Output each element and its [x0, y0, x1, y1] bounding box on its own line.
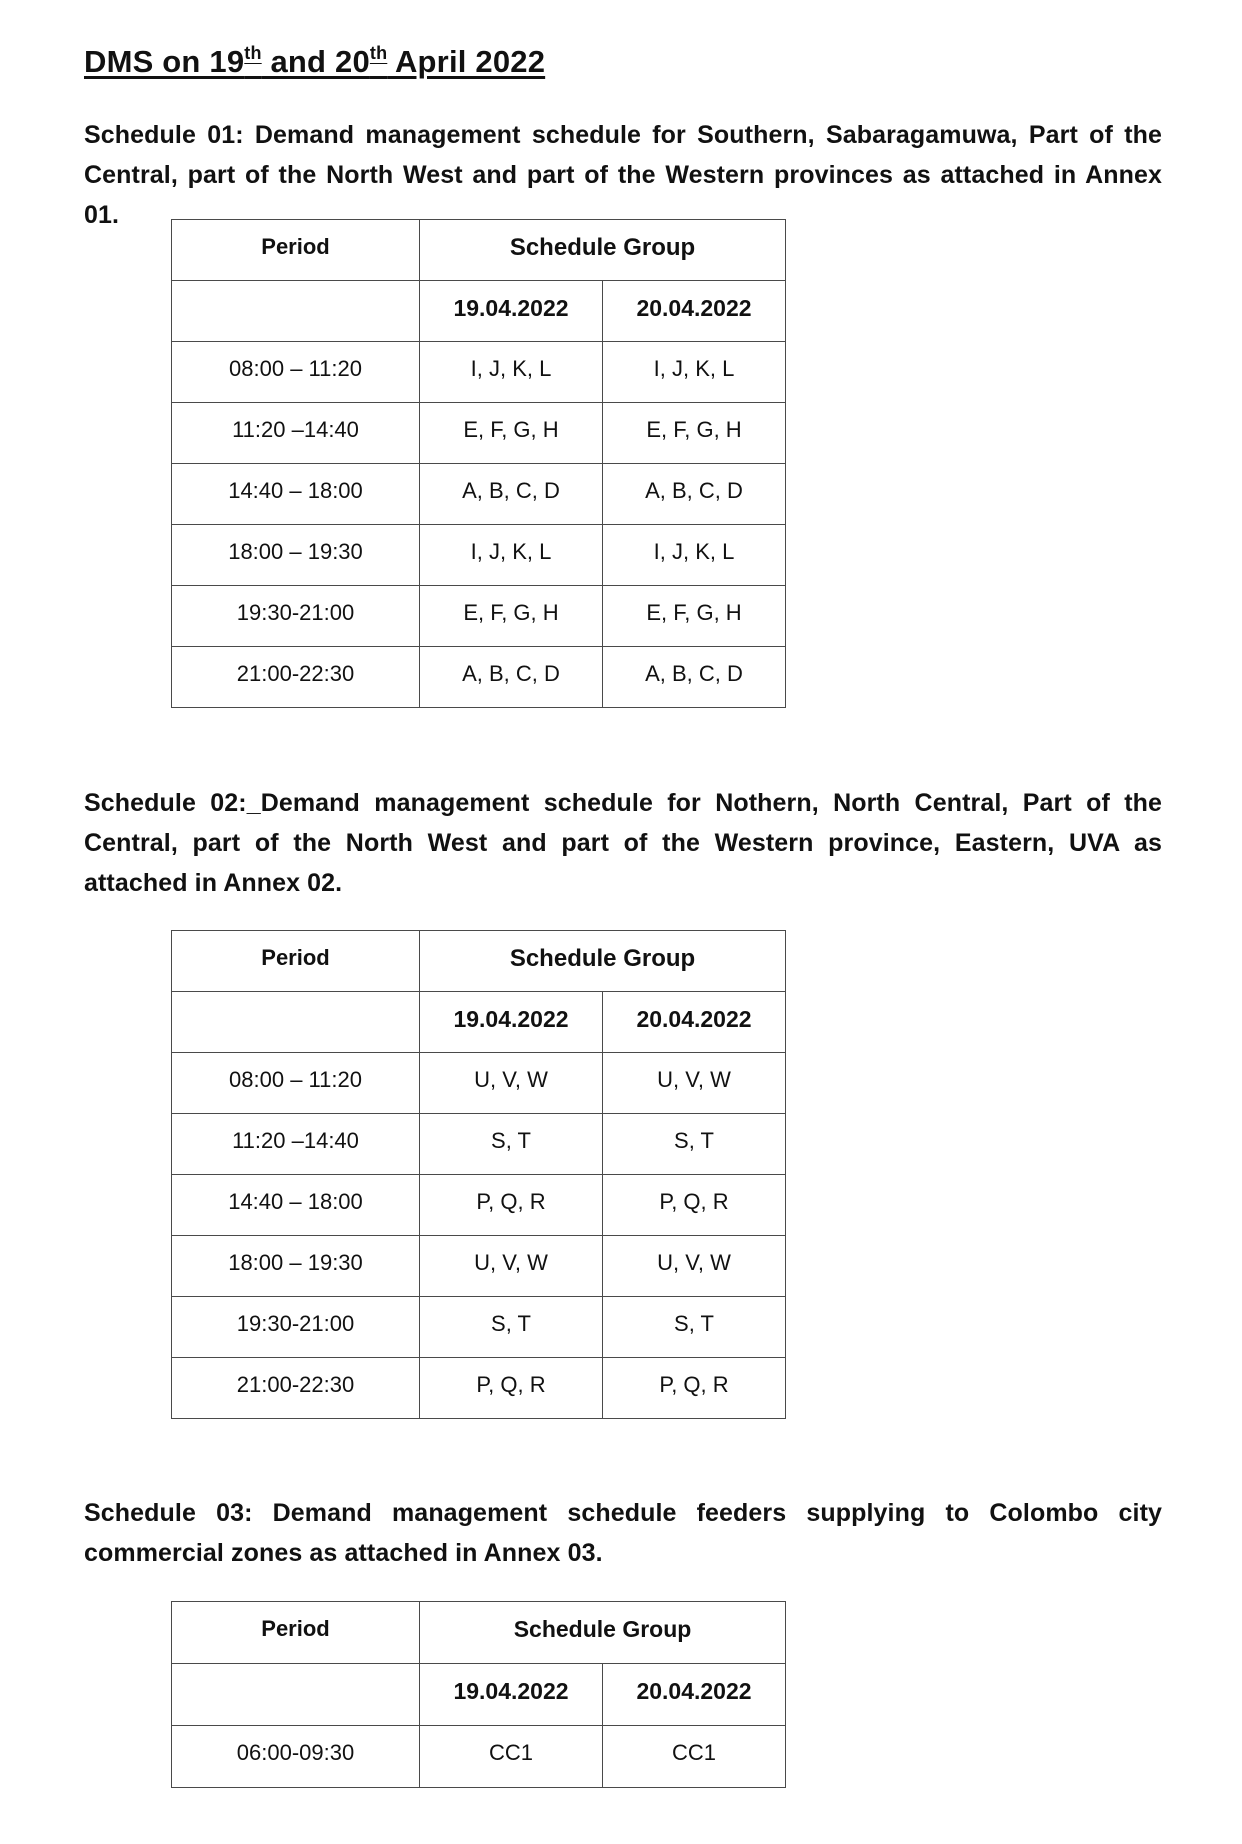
period-cell: 19:30-21:00: [172, 586, 420, 647]
table-header-row: [172, 220, 786, 281]
schedule-group-header: Schedule Group: [420, 1602, 786, 1664]
period-cell: 11:20 –14:40: [172, 403, 420, 464]
empty-cell: [172, 992, 420, 1053]
title-text-part: DMS on 19: [84, 44, 245, 79]
group-cell: A, B, C, D: [420, 647, 603, 708]
period-header: Period: [172, 220, 420, 281]
group-cell: P, Q, R: [420, 1358, 603, 1419]
table-row: [172, 1297, 786, 1358]
table-row: [172, 586, 786, 647]
group-cell: U, V, W: [603, 1053, 786, 1114]
period-cell: 06:00-09:30: [172, 1726, 420, 1788]
table-header-row: [172, 1602, 786, 1664]
table-row: [172, 403, 786, 464]
date-header-19: 19.04.2022: [420, 281, 603, 342]
table-row: [172, 525, 786, 586]
table-row: [172, 1053, 786, 1114]
date-header-20: 20.04.2022: [603, 281, 786, 342]
title-text-part: April 2022: [387, 44, 546, 79]
title-superscript: th: [244, 42, 262, 63]
group-cell: I, J, K, L: [603, 525, 786, 586]
date-header-19: 19.04.2022: [420, 1664, 603, 1726]
group-cell: I, J, K, L: [420, 342, 603, 403]
table-date-row: [172, 992, 786, 1053]
period-header: Period: [172, 1602, 420, 1664]
group-cell: CC1: [603, 1726, 786, 1788]
group-cell: U, V, W: [420, 1236, 603, 1297]
schedule-03-table: [171, 1601, 786, 1788]
schedule-02-table: [171, 930, 786, 1419]
title-text-part: and 20: [261, 44, 370, 79]
group-cell: S, T: [603, 1297, 786, 1358]
group-cell: I, J, K, L: [603, 342, 786, 403]
table-row: [172, 1114, 786, 1175]
group-cell: P, Q, R: [603, 1175, 786, 1236]
group-cell: CC1: [420, 1726, 603, 1788]
schedule-03-heading: Schedule 03: Demand management schedule feeders supplying to Colombo city commercial zones as attached in Annex 03.: [84, 1499, 1162, 1567]
table-row: [172, 1236, 786, 1297]
period-cell: 14:40 – 18:00: [172, 1175, 420, 1236]
date-header-20: 20.04.2022: [603, 1664, 786, 1726]
period-cell: 18:00 – 19:30: [172, 1236, 420, 1297]
table-date-row: [172, 281, 786, 342]
page-title: [84, 44, 545, 80]
group-cell: A, B, C, D: [603, 647, 786, 708]
schedule-group-header: Schedule Group: [420, 931, 786, 992]
schedule-group-header: Schedule Group: [420, 220, 786, 281]
period-cell: 11:20 –14:40: [172, 1114, 420, 1175]
group-cell: U, V, W: [603, 1236, 786, 1297]
table-header-row: [172, 931, 786, 992]
period-cell: 08:00 – 11:20: [172, 342, 420, 403]
table-row: [172, 647, 786, 708]
schedule-01-table: [171, 219, 786, 708]
group-cell: U, V, W: [420, 1053, 603, 1114]
table-date-row: [172, 1664, 786, 1726]
period-header: Period: [172, 931, 420, 992]
date-header-20: 20.04.2022: [603, 992, 786, 1053]
title-superscript: th: [369, 42, 388, 63]
group-cell: P, Q, R: [603, 1358, 786, 1419]
period-cell: 14:40 – 18:00: [172, 464, 420, 525]
group-cell: A, B, C, D: [603, 464, 786, 525]
period-cell: 19:30-21:00: [172, 1297, 420, 1358]
group-cell: S, T: [603, 1114, 786, 1175]
table-row: [172, 1175, 786, 1236]
table-row: [172, 342, 786, 403]
schedule-02-heading: Schedule 02:_Demand management schedule for Nothern, North Central, Part of the Central, part of the North West and part of the Western province, Eastern, UVA as attached in Annex 02.: [84, 789, 1162, 897]
date-header-19: 19.04.2022: [420, 992, 603, 1053]
period-cell: 21:00-22:30: [172, 647, 420, 708]
table-row: [172, 1358, 786, 1419]
group-cell: S, T: [420, 1114, 603, 1175]
period-cell: 08:00 – 11:20: [172, 1053, 420, 1114]
group-cell: E, F, G, H: [420, 586, 603, 647]
group-cell: S, T: [420, 1297, 603, 1358]
table-row: [172, 464, 786, 525]
empty-cell: [172, 281, 420, 342]
schedule-01-heading: Schedule 01: Demand management schedule for Southern, Sabaragamuwa, Part of the Central, part of the North West and part of the Western provinces as attached in Annex 01.: [84, 121, 1162, 229]
period-cell: 18:00 – 19:30: [172, 525, 420, 586]
group-cell: E, F, G, H: [603, 403, 786, 464]
group-cell: I, J, K, L: [420, 525, 603, 586]
group-cell: A, B, C, D: [420, 464, 603, 525]
empty-cell: [172, 1664, 420, 1726]
group-cell: E, F, G, H: [603, 586, 786, 647]
group-cell: P, Q, R: [420, 1175, 603, 1236]
group-cell: E, F, G, H: [420, 403, 603, 464]
period-cell: 21:00-22:30: [172, 1358, 420, 1419]
table-row: [172, 1726, 786, 1788]
